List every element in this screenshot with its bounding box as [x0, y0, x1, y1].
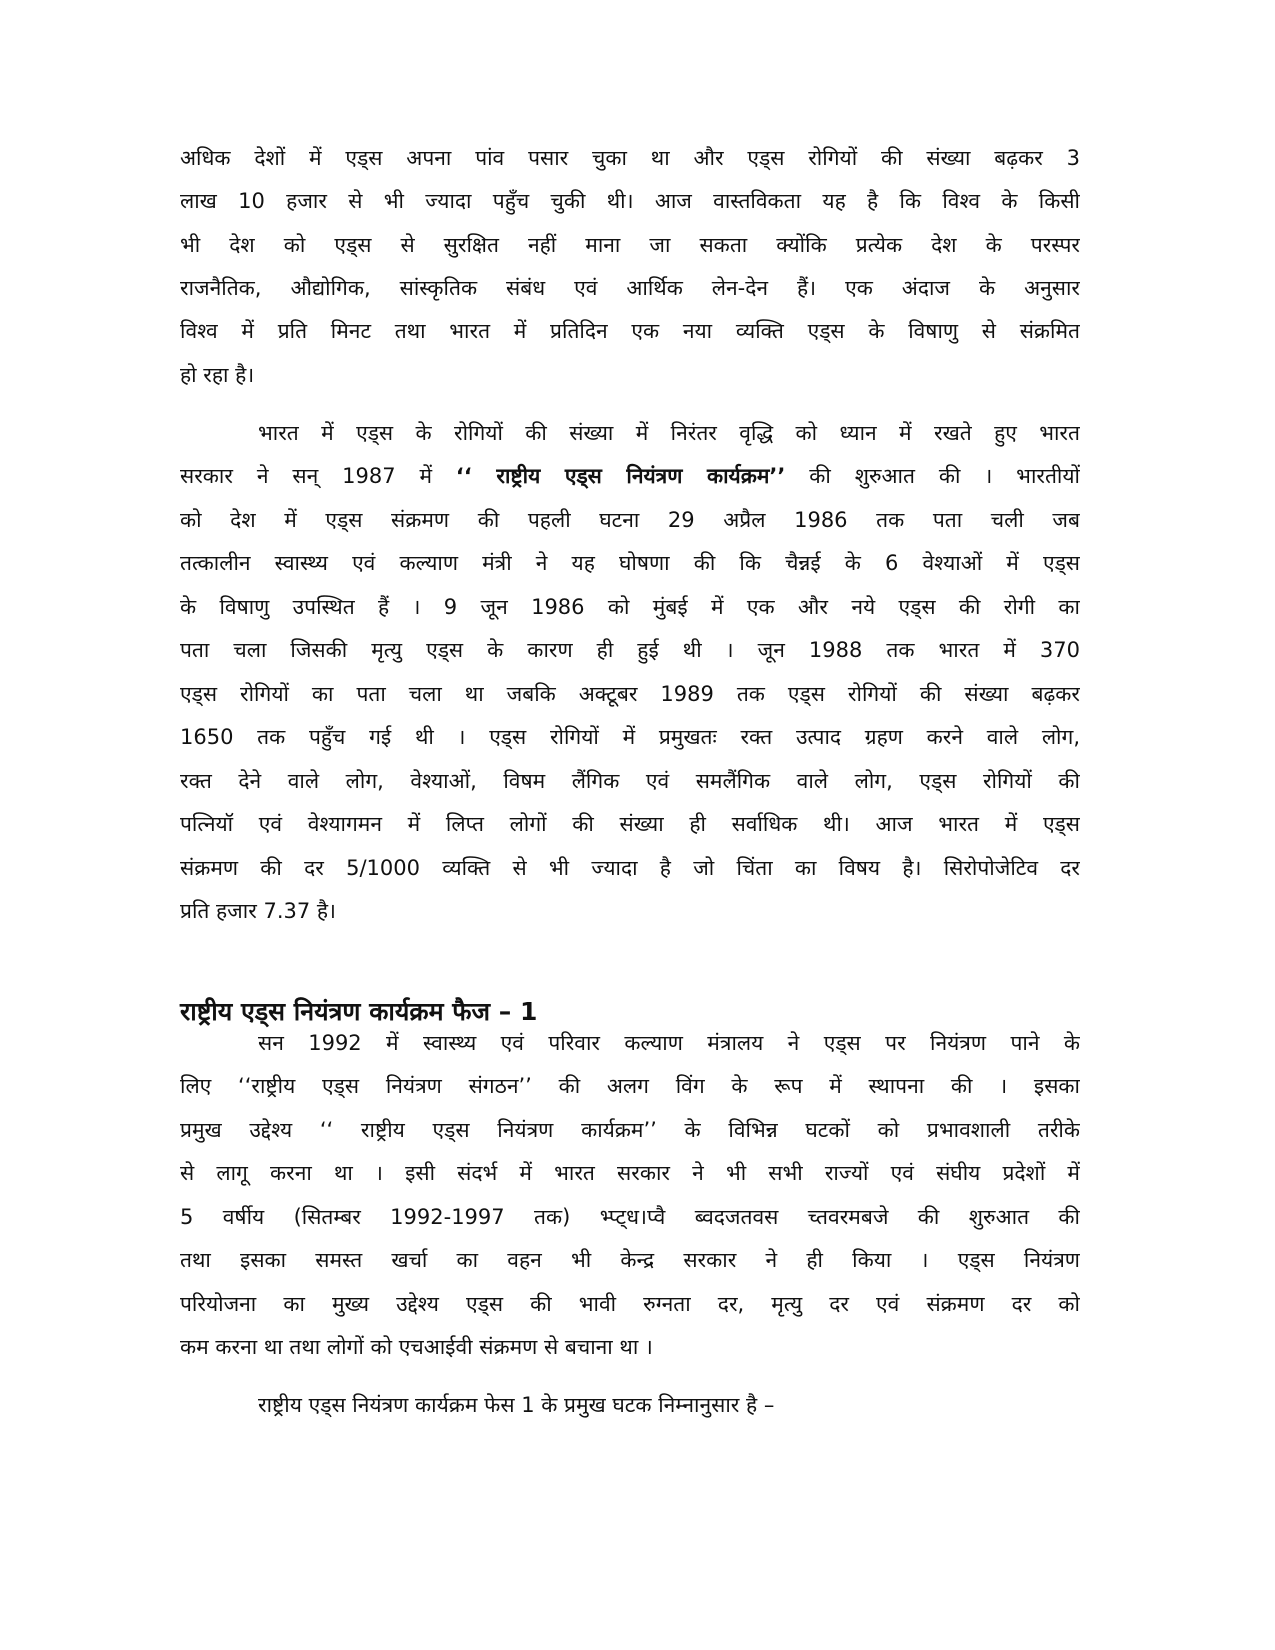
- paragraph-1-line-5: विश्व में प्रति मिनट तथा भारत में प्रतिदिन एक नया व्यक्ति एड्स के विषाणु से संक्रमित: [180, 319, 1080, 343]
- paragraph-2-line-5: के विषाणु उपस्थित हैं । 9 जून 1986 को मुंबई में एक और नये एड्स की रोगी का: [180, 595, 1080, 619]
- paragraph-3-line-1: सन 1992 में स्वास्थ्य एवं परिवार कल्याण मंत्रालय ने एड्स पर नियंत्रण पाने के: [258, 1031, 1080, 1055]
- paragraph-1-line-4: राजनैतिक, औद्योगिक, सांस्कृतिक संबंध एवं आर्थिक लेन-देन हैं। एक अंदाज के अनुसार: [180, 276, 1080, 300]
- paragraph-1-line-6: हो रहा है।: [180, 363, 255, 387]
- paragraph-3-line-4: से लागू करना था । इसी संदर्भ में भारत सरकार ने भी सभी राज्यों एवं संघीय प्रदेशों में: [180, 1161, 1080, 1185]
- paragraph-1-line-1: अधिक देशों में एड्स अपना पांव पसार चुका था और एड्स रोगियों की संख्या बढ़कर 3: [180, 146, 1080, 170]
- paragraph-3-line-2: लिए ‘‘राष्ट्रीय एड्स नियंत्रण संगठन’’ की अलग विंग के रूप में स्थापना की । इसका: [180, 1074, 1080, 1098]
- paragraph-2-line-3: को देश में एड्स संक्रमण की पहली घटना 29 अप्रैल 1986 तक पता चली जब: [180, 508, 1080, 532]
- paragraph-3-line-8: कम करना था तथा लोगों को एचआईवी संक्रमण से बचाना था ।: [180, 1335, 653, 1359]
- paragraph-2-line-10: पत्नियॉ एवं वेश्यागमन में लिप्त लोगों की संख्या ही सर्वाधिक थी। आज भारत में एड्स: [180, 812, 1080, 836]
- paragraph-3-line-7: परियोजना का मुख्य उद्देश्य एड्स की भावी रुग्नता दर, मृत्यु दर एवं संक्रमण दर को: [180, 1292, 1080, 1316]
- paragraph-3-line-3: प्रमुख उद्देश्य ‘‘ राष्ट्रीय एड्स नियंत्रण कार्यक्रम’’ के विभिन्न घटकों को प्रभावशाली तरीके: [180, 1118, 1080, 1142]
- paragraph-2-line-4: तत्कालीन स्वास्थ्य एवं कल्याण मंत्री ने यह घोषणा की कि चैन्नई के 6 वेश्याओं में एड्स: [180, 551, 1080, 575]
- paragraph-3-line-6: तथा इसका समस्त खर्चा का वहन भी केन्द्र सरकार ने ही किया । एड्स नियंत्रण: [180, 1248, 1080, 1272]
- paragraph-1-line-3: भी देश को एड्स से सुरक्षित नहीं माना जा सकता क्योंकि प्रत्येक देश के परस्पर: [180, 233, 1080, 257]
- paragraph-2-line-8: 1650 तक पहुँच गई थी । एड्स रोगियों में प्रमुखतः रक्त उत्पाद ग्रहण करने वाले लोग,: [180, 725, 1080, 749]
- paragraph-2-line-11: संक्रमण की दर 5/1000 व्यक्ति से भी ज्यादा है जो चिंता का विषय है। सिरोपोजेटिव दर: [180, 856, 1080, 880]
- paragraph-2-line-7: एड्स रोगियों का पता चला था जबकि अक्टूबर 1989 तक एड्स रोगियों की संख्या बढ़कर: [180, 682, 1080, 706]
- program-name-emphasis: ‘‘ राष्ट्रीय एड्स नियंत्रण कार्यक्रम’’: [455, 464, 786, 488]
- paragraph-2-line-6: पता चला जिसकी मृत्यु एड्स के कारण ही हुई थी । जून 1988 तक भारत में 370: [180, 638, 1080, 662]
- paragraph-2-line-9: रक्त देने वाले लोग, वेश्याओं, विषम लैंगिक एवं समलैंगिक वाले लोग, एड्स रोगियों की: [180, 769, 1080, 793]
- paragraph-2-line-2: [180, 461, 1080, 491]
- section-heading: राष्ट्रीय एड्स नियंत्रण कार्यक्रम फैज – 1: [180, 997, 538, 1026]
- paragraph-4-line-1: राष्ट्रीय एड्स नियंत्रण कार्यक्रम फेस 1 के प्रमुख घटक निम्नानुसार है –: [258, 1393, 775, 1417]
- paragraph-1-line-2: लाख 10 हजार से भी ज्यादा पहुँच चुकी थी। आज वास्तविकता यह है कि विश्व के किसी: [180, 189, 1080, 213]
- paragraph-2-line-1: भारत में एड्स के रोगियों की संख्या में निरंतर वृद्धि को ध्यान में रखते हुए भारत: [258, 421, 1080, 445]
- paragraph-2-line-2-end: की शुरुआत की । भारतीयों: [785, 464, 1080, 488]
- paragraph-3-line-5: 5 वर्षीय (सितम्बर 1992-1997 तक) भ्प्ट्ध।प्वै ब्वदजतवस च्तवरमबजे की शुरुआत की: [180, 1205, 1080, 1229]
- paragraph-2-line-12: प्रति हजार 7.37 है।: [180, 899, 337, 923]
- paragraph-2-line-2-start: सरकार ने सन् 1987 में: [180, 464, 456, 488]
